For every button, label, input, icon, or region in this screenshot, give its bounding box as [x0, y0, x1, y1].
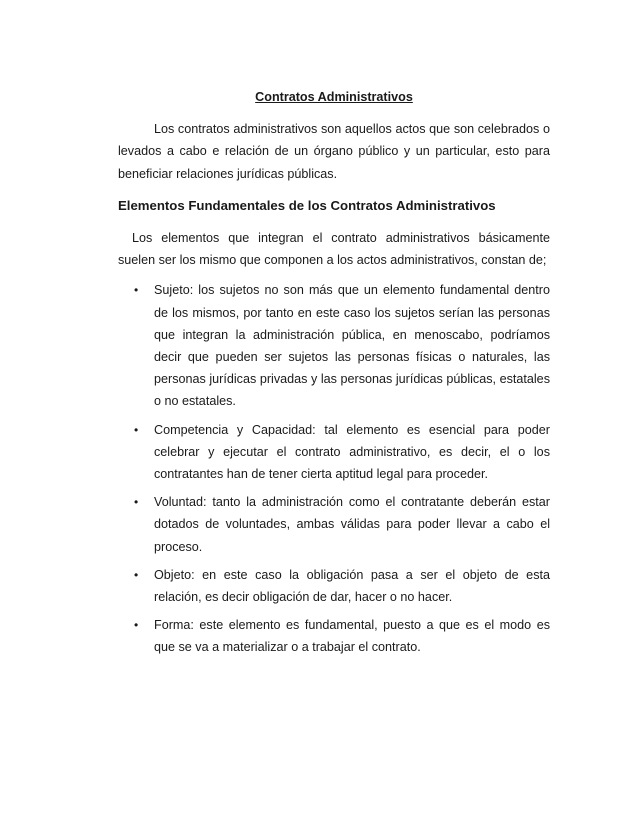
list-item-text: Voluntad: tanto la administración como el contratante deberán estar dotados de voluntades, ambas válidas para poder llevar a cabo el proceso.	[154, 495, 550, 554]
section-lead-paragraph: Los elementos que integran el contrato administrativos básicamente suelen ser los mismo que componen a los actos administrativos, constan de;	[118, 231, 550, 268]
list-item-sujeto	[118, 279, 550, 412]
document-page	[118, 86, 550, 665]
list-item-voluntad	[118, 491, 550, 558]
bullet-icon: •	[134, 283, 139, 298]
list-item-text: Forma: este elemento es fundamental, puesto a que es el modo es que se va a materializar o a trabajar el contrato.	[154, 618, 550, 655]
bullet-icon: •	[134, 618, 139, 633]
list-item-competencia	[118, 419, 550, 486]
list-item-text: Competencia y Capacidad: tal elemento es esencial para poder celebrar y ejecutar el contrato administrativo, es decir, el o los contratantes han de tener cierta aptitud legal para proceder.	[154, 422, 550, 482]
list-item-forma	[118, 614, 550, 658]
bullet-icon: •	[134, 422, 139, 437]
elements-list	[118, 279, 550, 658]
list-item-text: Objeto: en este caso la obligación pasa a ser el objeto de esta relación, es decir obligación de dar, hacer o no hacer.	[154, 567, 550, 605]
bullet-icon: •	[134, 567, 139, 582]
list-item-objeto	[118, 564, 550, 608]
bullet-icon: •	[134, 495, 139, 510]
document-title: Contratos Administrativos	[255, 90, 413, 104]
section-heading: Elementos Fundamentales de los Contratos Administrativos	[118, 197, 496, 213]
intro-paragraph: Los contratos administrativos son aquellos actos que son celebrados o levados a cabo e relación de un órgano público y un particular, esto para beneficiar relaciones jurídicas públicas.	[118, 122, 550, 181]
list-item-text: Sujeto: los sujetos no son más que un elemento fundamental dentro de los mismos, por tanto en este caso los sujetos serían las personas que integran la administración pública, en menoscabo, podríamos decir que pueden ser sujetos las personas físicas o naturales, las personas jurídicas privadas y las personas jurídicas públicas, estatales o no estatales.	[154, 283, 550, 409]
